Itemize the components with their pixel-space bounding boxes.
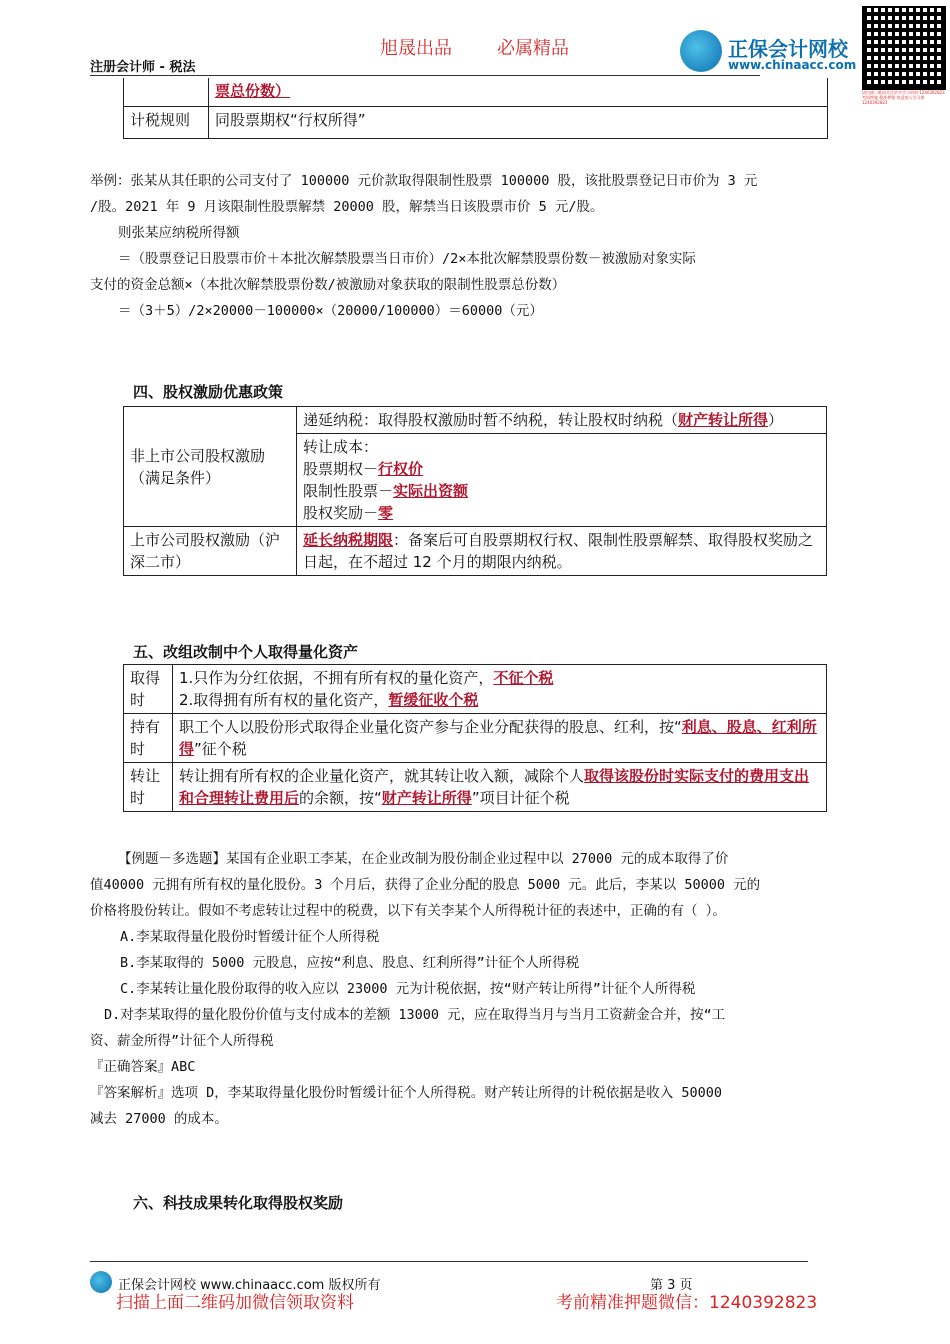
- footer-divider: [90, 1261, 808, 1262]
- example-1: 举例：张某从其任职的公司支付了 100000 元价款取得限制性股票 100000 股，该批股票登记日市价为 3 元 /股。2021 年 9 月该限制性股票解禁 20000 股，解禁当日该股票市价 5 元/股。 则张某应纳税所得额 ＝（股票登记日股票市价＋本批次解禁股票当日市价）/2×本批次解禁股票份数－被激励对象实际 支付的资金总额×（本批次解禁股票份数/被激励对象获取的限制性股票总份数） ＝（3＋5）/2×20000－100000×（20000/100000）＝60000（元）: [90, 173, 758, 319]
- option-d: D.对李某取得的量化股份价值与支付成本的差额 13000 元，应在取得当月与当月工资薪金合并，按“工: [104, 1007, 726, 1023]
- chinaacc-logo-icon: [680, 30, 722, 72]
- nonlisted-label: 非上市公司股权激励（满足条件）: [124, 407, 297, 527]
- acquire-label: 取得时: [124, 665, 173, 714]
- logo-url: www.chinaacc.com: [728, 58, 857, 72]
- correct-answer: 『正确答案』ABC: [90, 1059, 196, 1075]
- promo-left: 扫描上面二维码加微信领取资料: [116, 1293, 354, 1313]
- qr-note: 请扫描二维码关注更多学习资料 1240392823 考前押题 精准押题 欢迎加入学习群 1240392823: [862, 90, 945, 105]
- quantified-asset-table: [123, 664, 827, 812]
- deferred-tax-cell: 递延纳税：取得股权激励时暂不纳税，转让股权时纳税（财产转让所得）: [297, 407, 827, 434]
- example-2: 【例题－多选题】某国有企业职工李某，在企业改制为股份制企业过程中以 27000 元的成本取得了价 值40000 元拥有所有权的量化股份。3 个月后，获得了企业分配的股息 5000 元。此后，李某以 50000 元的 价格将股份转让。假如不考虑转让过程中的税费，以下有关李某个人所得税计征的表述中，正确的有（ ）。 A.李某取得量化股份时暂缓计征个人所得税 B.李某取得的 5000 元股息，应按“利息、股息、红利所得”计征个人所得税 C.李某转让量化股份取得的收入应以 23000 元为计税依据，按“财产转让所得”计征个人所得税 D.对李某取得的量化股份价值与支付成本的差额 13000 元，应在取得当月与当月工资薪金合并，按“工 资、薪金所得”计征个人所得税 『正确答案』ABC 『答案解析』选项 D，李某取得量化股份时暂缓计征个人所得税。财产转让所得的计税依据是收入 50000 减去 27000 的成本。: [90, 846, 860, 1132]
- section-6-title: 六、科技成果转化取得股权奖励: [133, 1194, 344, 1212]
- option-a: A.李某取得量化股份时暂缓计征个人所得税: [120, 929, 380, 945]
- promo-right: 考前精准押题微信：1240392823: [556, 1293, 818, 1313]
- tax-rule-label: 计税规则: [124, 106, 209, 138]
- header-slogan-1: 旭晟出品: [380, 38, 452, 59]
- listed-label: 上市公司股权激励（沪深二市）: [124, 527, 297, 576]
- section-5-title: 五、改组改制中个人取得量化资产: [133, 643, 359, 661]
- hold-cell: 职工个人以股份形式取得企业量化资产参与企业分配获得的股息、红利，按“利息、股息、红利所得”征个税: [173, 714, 827, 763]
- header-divider: [90, 75, 760, 76]
- equity-incentive-table: [123, 406, 827, 576]
- option-c: C.李某转让量化股份取得的收入应以 23000 元为计税依据，按“财产转让所得”计征个人所得税: [120, 981, 696, 997]
- transfer-cell: 转让拥有所有权的企业量化资产，就其转让收入额，减除个人取得该股份时实际支付的费用支出和合理转让费用后的余额，按“财产转让所得”项目计征个税: [173, 763, 827, 812]
- section-4-title: 四、股权激励优惠政策: [133, 383, 284, 401]
- header-slogan-2: 必属精品: [497, 38, 569, 59]
- logo-text: 正保会计网校: [728, 37, 848, 61]
- transfer-label: 转让时: [124, 763, 173, 812]
- listed-cell: 延长纳税期限：备案后可自股票期权行权、限制性股票解禁、取得股权奖励之日起，在不超过 12 个月的期限内纳税。: [297, 527, 827, 576]
- tax-rule-value: 同股票期权“行权所得”: [209, 106, 828, 138]
- hold-label: 持有时: [124, 714, 173, 763]
- transfer-cost-cell: 转让成本： 股票期权－行权价 限制性股票－实际出资额 股权奖励－零: [297, 434, 827, 527]
- acquire-cell: 1.只作为分红依据，不拥有所有权的量化资产，不征个税 2.取得拥有所有权的量化资产，暂缓征收个税: [173, 665, 827, 714]
- option-b: B.李某取得的 5000 元股息，应按“利息、股息、红利所得”计征个人所得税: [120, 955, 580, 971]
- footer-logo-icon: [90, 1271, 112, 1293]
- page-number: 第 3 页: [650, 1278, 693, 1293]
- course-title: 注册会计师 - 税法: [90, 60, 196, 75]
- answer-analysis: 『答案解析』选项 D，李某取得量化股份时暂缓计征个人所得税。财产转让所得的计税依据是收入 50000: [90, 1085, 723, 1101]
- total-shares-text: 票总份数）: [215, 82, 291, 100]
- qr-code-icon[interactable]: [862, 6, 946, 90]
- footer-copyright: 正保会计网校 www.chinaacc.com 版权所有: [118, 1278, 381, 1293]
- stock-rule-table: [123, 78, 828, 139]
